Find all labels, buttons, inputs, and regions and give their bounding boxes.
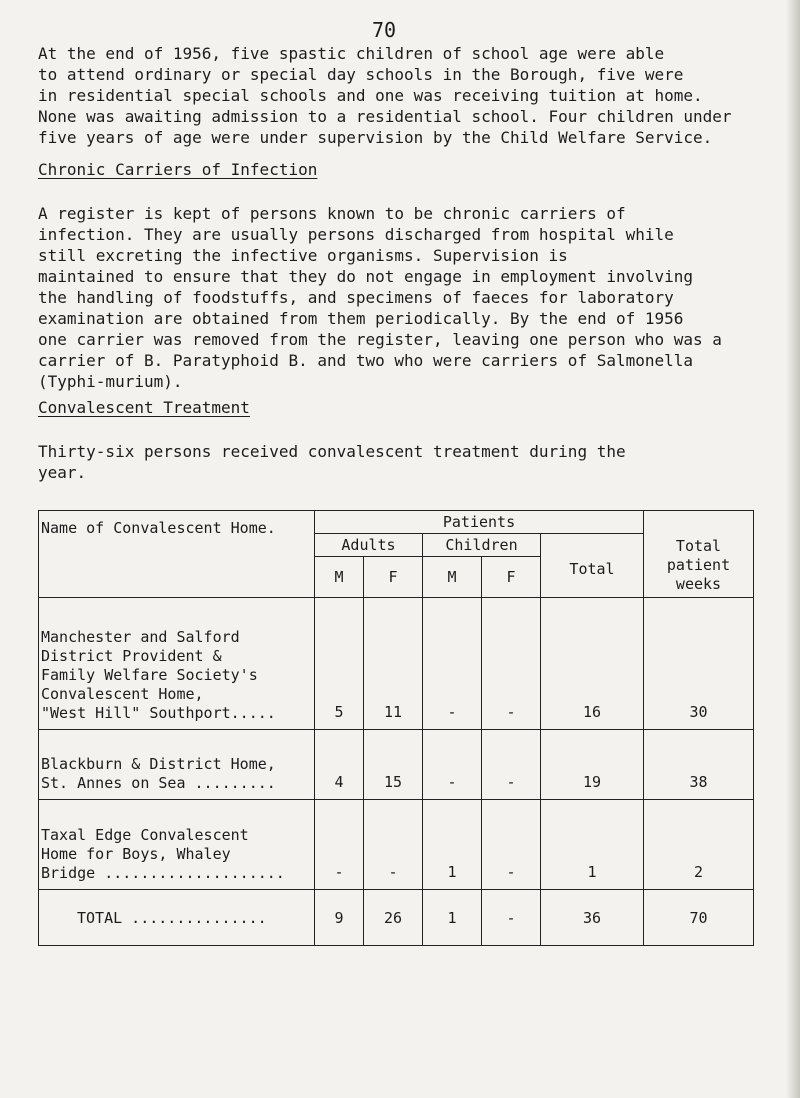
adults-m-value: 4 [315, 730, 364, 800]
table-row [39, 730, 754, 800]
total-adults-f: 26 [364, 890, 423, 946]
total-total: 36 [541, 890, 644, 946]
header-children: Children [423, 534, 541, 557]
header-total-patient-weeks: Total patient weeks [644, 511, 754, 598]
adults-f-value: 15 [364, 730, 423, 800]
home-name: Blackburn & District Home, St. Annes on Sea ......... [39, 730, 315, 800]
adults-m-value: - [315, 800, 364, 890]
total-value: 19 [541, 730, 644, 800]
weeks-value: 30 [644, 598, 754, 730]
adults-f-value: - [364, 800, 423, 890]
home-name: Manchester and Salford District Provident & Family Welfare Society's Convalescent Home, "West Hill" Southport..... [39, 598, 315, 730]
header-patients: Patients [315, 511, 644, 534]
adults-f-value: 11 [364, 598, 423, 730]
total-value: 16 [541, 598, 644, 730]
total-adults-m: 9 [315, 890, 364, 946]
header-home-name: Name of Convalescent Home. [39, 511, 315, 598]
total-children-m: 1 [423, 890, 482, 946]
chronic-carriers-body: A register is kept of persons known to be chronic carriers of infection. They are usually persons discharged from hospital while still excreting the infective organisms. Supervision is maintained to ensure that they do not engage in employment involving the handling of foodstuffs, and specimens of faeces for laboratory examination are obtained from them periodically. By the end of 1956 one carrier was removed from the register, leaving one person who was a carrier of B. Paratyphoid B. and two who were carriers of Salmonella (Typhi-murium). [38, 204, 722, 391]
table-row [39, 800, 754, 890]
chronic-carriers-heading: Chronic Carriers of Infection [38, 160, 318, 179]
children-m-value: - [423, 598, 482, 730]
total-row [39, 890, 754, 946]
page-number: 70 [372, 18, 397, 42]
home-name: Taxal Edge Convalescent Home for Boys, Whaley Bridge .................... [39, 800, 315, 890]
total-label: TOTAL ............... [39, 890, 315, 946]
header-children-m: M [423, 557, 482, 598]
convalescent-heading: Convalescent Treatment [38, 398, 250, 417]
total-children-f: - [482, 890, 541, 946]
children-f-value: - [482, 598, 541, 730]
children-m-value: 1 [423, 800, 482, 890]
adults-m-value: 5 [315, 598, 364, 730]
weeks-value: 2 [644, 800, 754, 890]
table-row [39, 598, 754, 730]
header-children-f: F [482, 557, 541, 598]
page-edge-shadow [786, 0, 800, 1098]
intro-paragraph: At the end of 1956, five spastic children of school age were able to attend ordinary or special day schools in the Borough, five were in residential special schools and one was receiving tuition at home. None was awaiting admission to a residential school. Four children under five years of age were under supervision by the Child Welfare Service. [38, 44, 732, 147]
header-adults-m: M [315, 557, 364, 598]
children-m-value: - [423, 730, 482, 800]
total-value: 1 [541, 800, 644, 890]
weeks-value: 38 [644, 730, 754, 800]
total-weeks: 70 [644, 890, 754, 946]
header-adults: Adults [315, 534, 423, 557]
header-total: Total [541, 534, 644, 598]
convalescent-table [38, 510, 754, 946]
header-adults-f: F [364, 557, 423, 598]
children-f-value: - [482, 800, 541, 890]
children-f-value: - [482, 730, 541, 800]
convalescent-body: Thirty-six persons received convalescent treatment during the year. [38, 442, 626, 482]
